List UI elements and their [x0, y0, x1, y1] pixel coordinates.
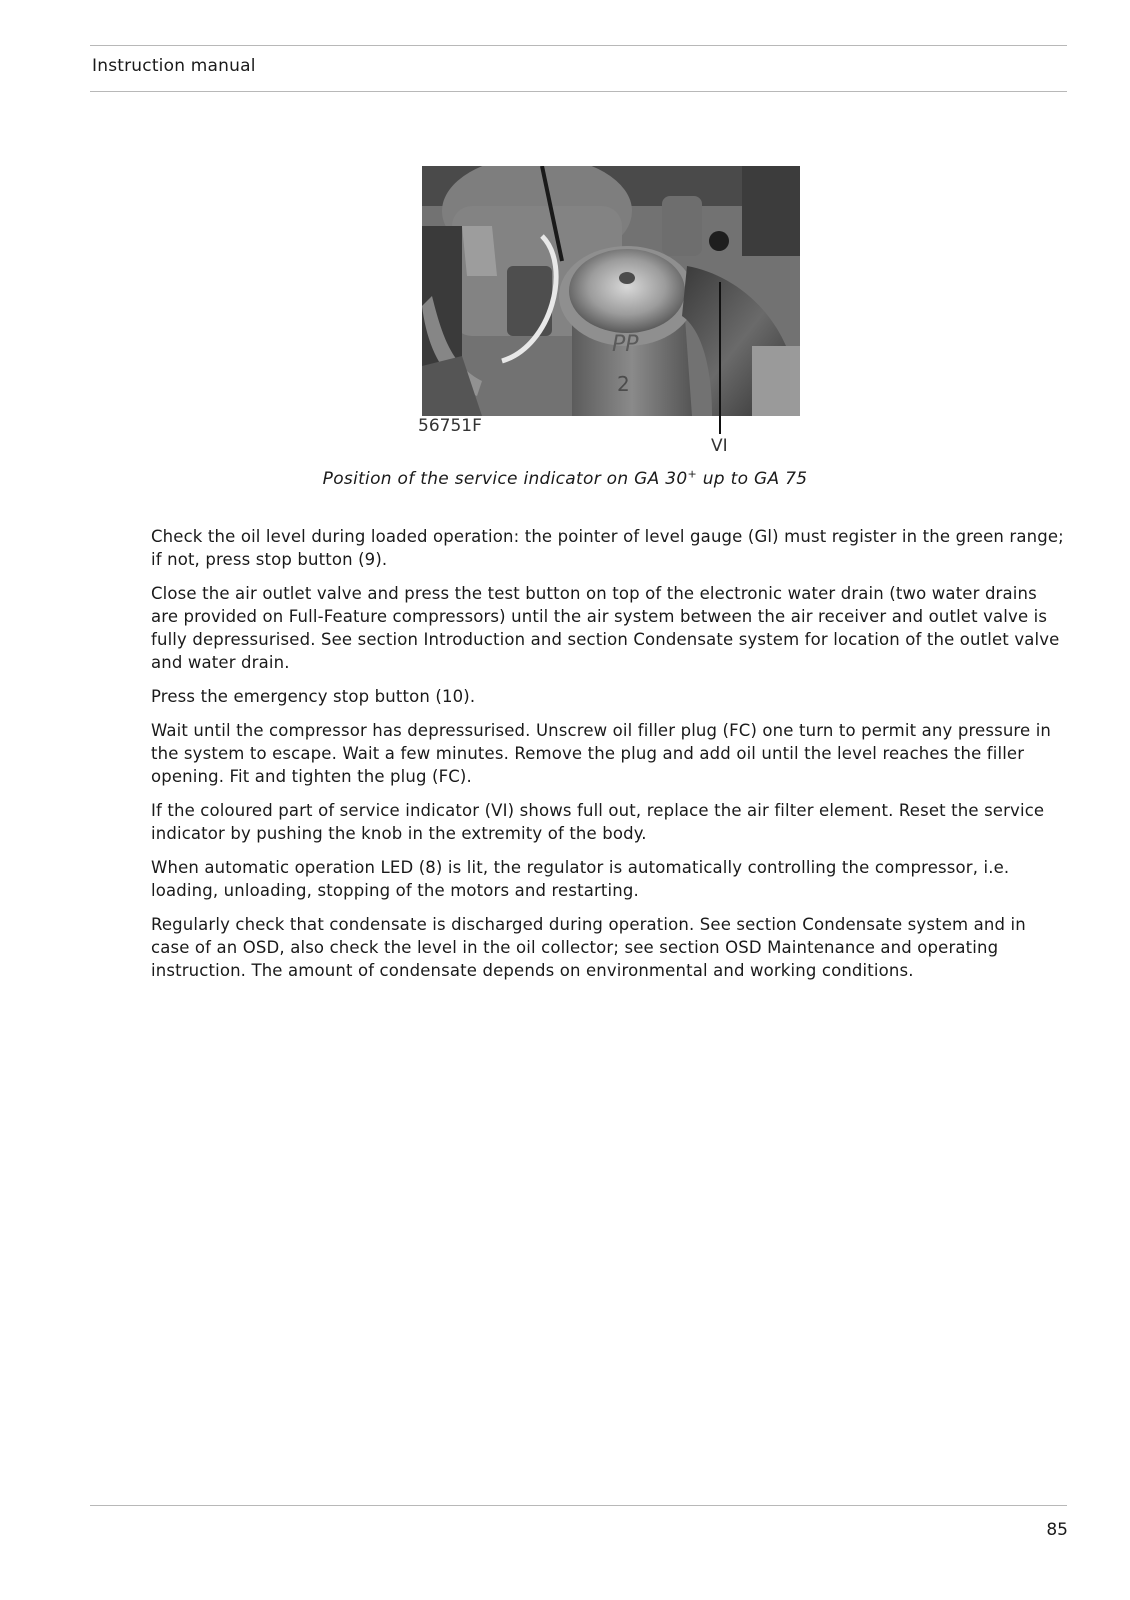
footer-rule	[90, 1505, 1067, 1506]
body-text	[151, 525, 1069, 993]
paragraph-oil-level: Check the oil level during loaded operation: the pointer of level gauge (Gl) must register in the green range; if not, press stop button (9).	[151, 527, 1064, 569]
svg-text:PP: PP	[612, 332, 639, 357]
paragraph-emergency-stop: Press the emergency stop button (10).	[151, 687, 476, 706]
paragraph-condensate: Regularly check that condensate is discharged during operation. See section Condensate system and in case of an OSD, also check the level in the oil collector; see section OSD Maintenance and operating instruction. The amount of condensate depends on environmental and working conditions.	[151, 915, 1026, 980]
photo-code-label: 56751F	[418, 416, 482, 436]
paragraph-service-indicator: If the coloured part of service indicator (VI) shows full out, replace the air filter element. Reset the service indicator by pushing the knob in the extremity of the body.	[151, 801, 1045, 843]
page-number: 85	[1046, 1520, 1068, 1540]
caption-suffix: up to GA 75	[697, 469, 808, 489]
paragraph-automatic-led: When automatic operation LED (8) is lit, the regulator is automatically controlling the compressor, i.e. loading, unloading, stopping of the motors and restarting.	[151, 858, 1010, 900]
callout-label-vi: VI	[711, 436, 728, 456]
paragraph-outlet-valve: Close the air outlet valve and press the test button on top of the electronic water drain (two water drains are provided on Full-Feature compressors) until the air system between the air receiver and outlet valve is fully depressurised. See section Introduction and section Condensate system for location of the outlet valve and water drain.	[151, 584, 1060, 672]
header-rule-top	[90, 45, 1067, 46]
caption-prefix: Position of the service indicator on GA 30	[322, 469, 688, 489]
paragraph-oil-filler: Wait until the compressor has depressurised. Unscrew oil filler plug (FC) one turn to permit any pressure in the system to escape. Wait a few minutes. Remove the plug and add oil until the level reaches the filler opening. Fit and tighten the plug (FC).	[151, 721, 1052, 786]
figure-caption	[0, 469, 1130, 489]
header-rule-bottom	[90, 91, 1067, 92]
header-title: Instruction manual	[92, 56, 256, 76]
compressor-photo	[422, 166, 800, 416]
callout-leader-line	[719, 282, 721, 434]
svg-text:2: 2	[617, 372, 630, 396]
compressor-photo-drawing	[422, 166, 800, 416]
caption-superscript: +	[687, 467, 698, 481]
